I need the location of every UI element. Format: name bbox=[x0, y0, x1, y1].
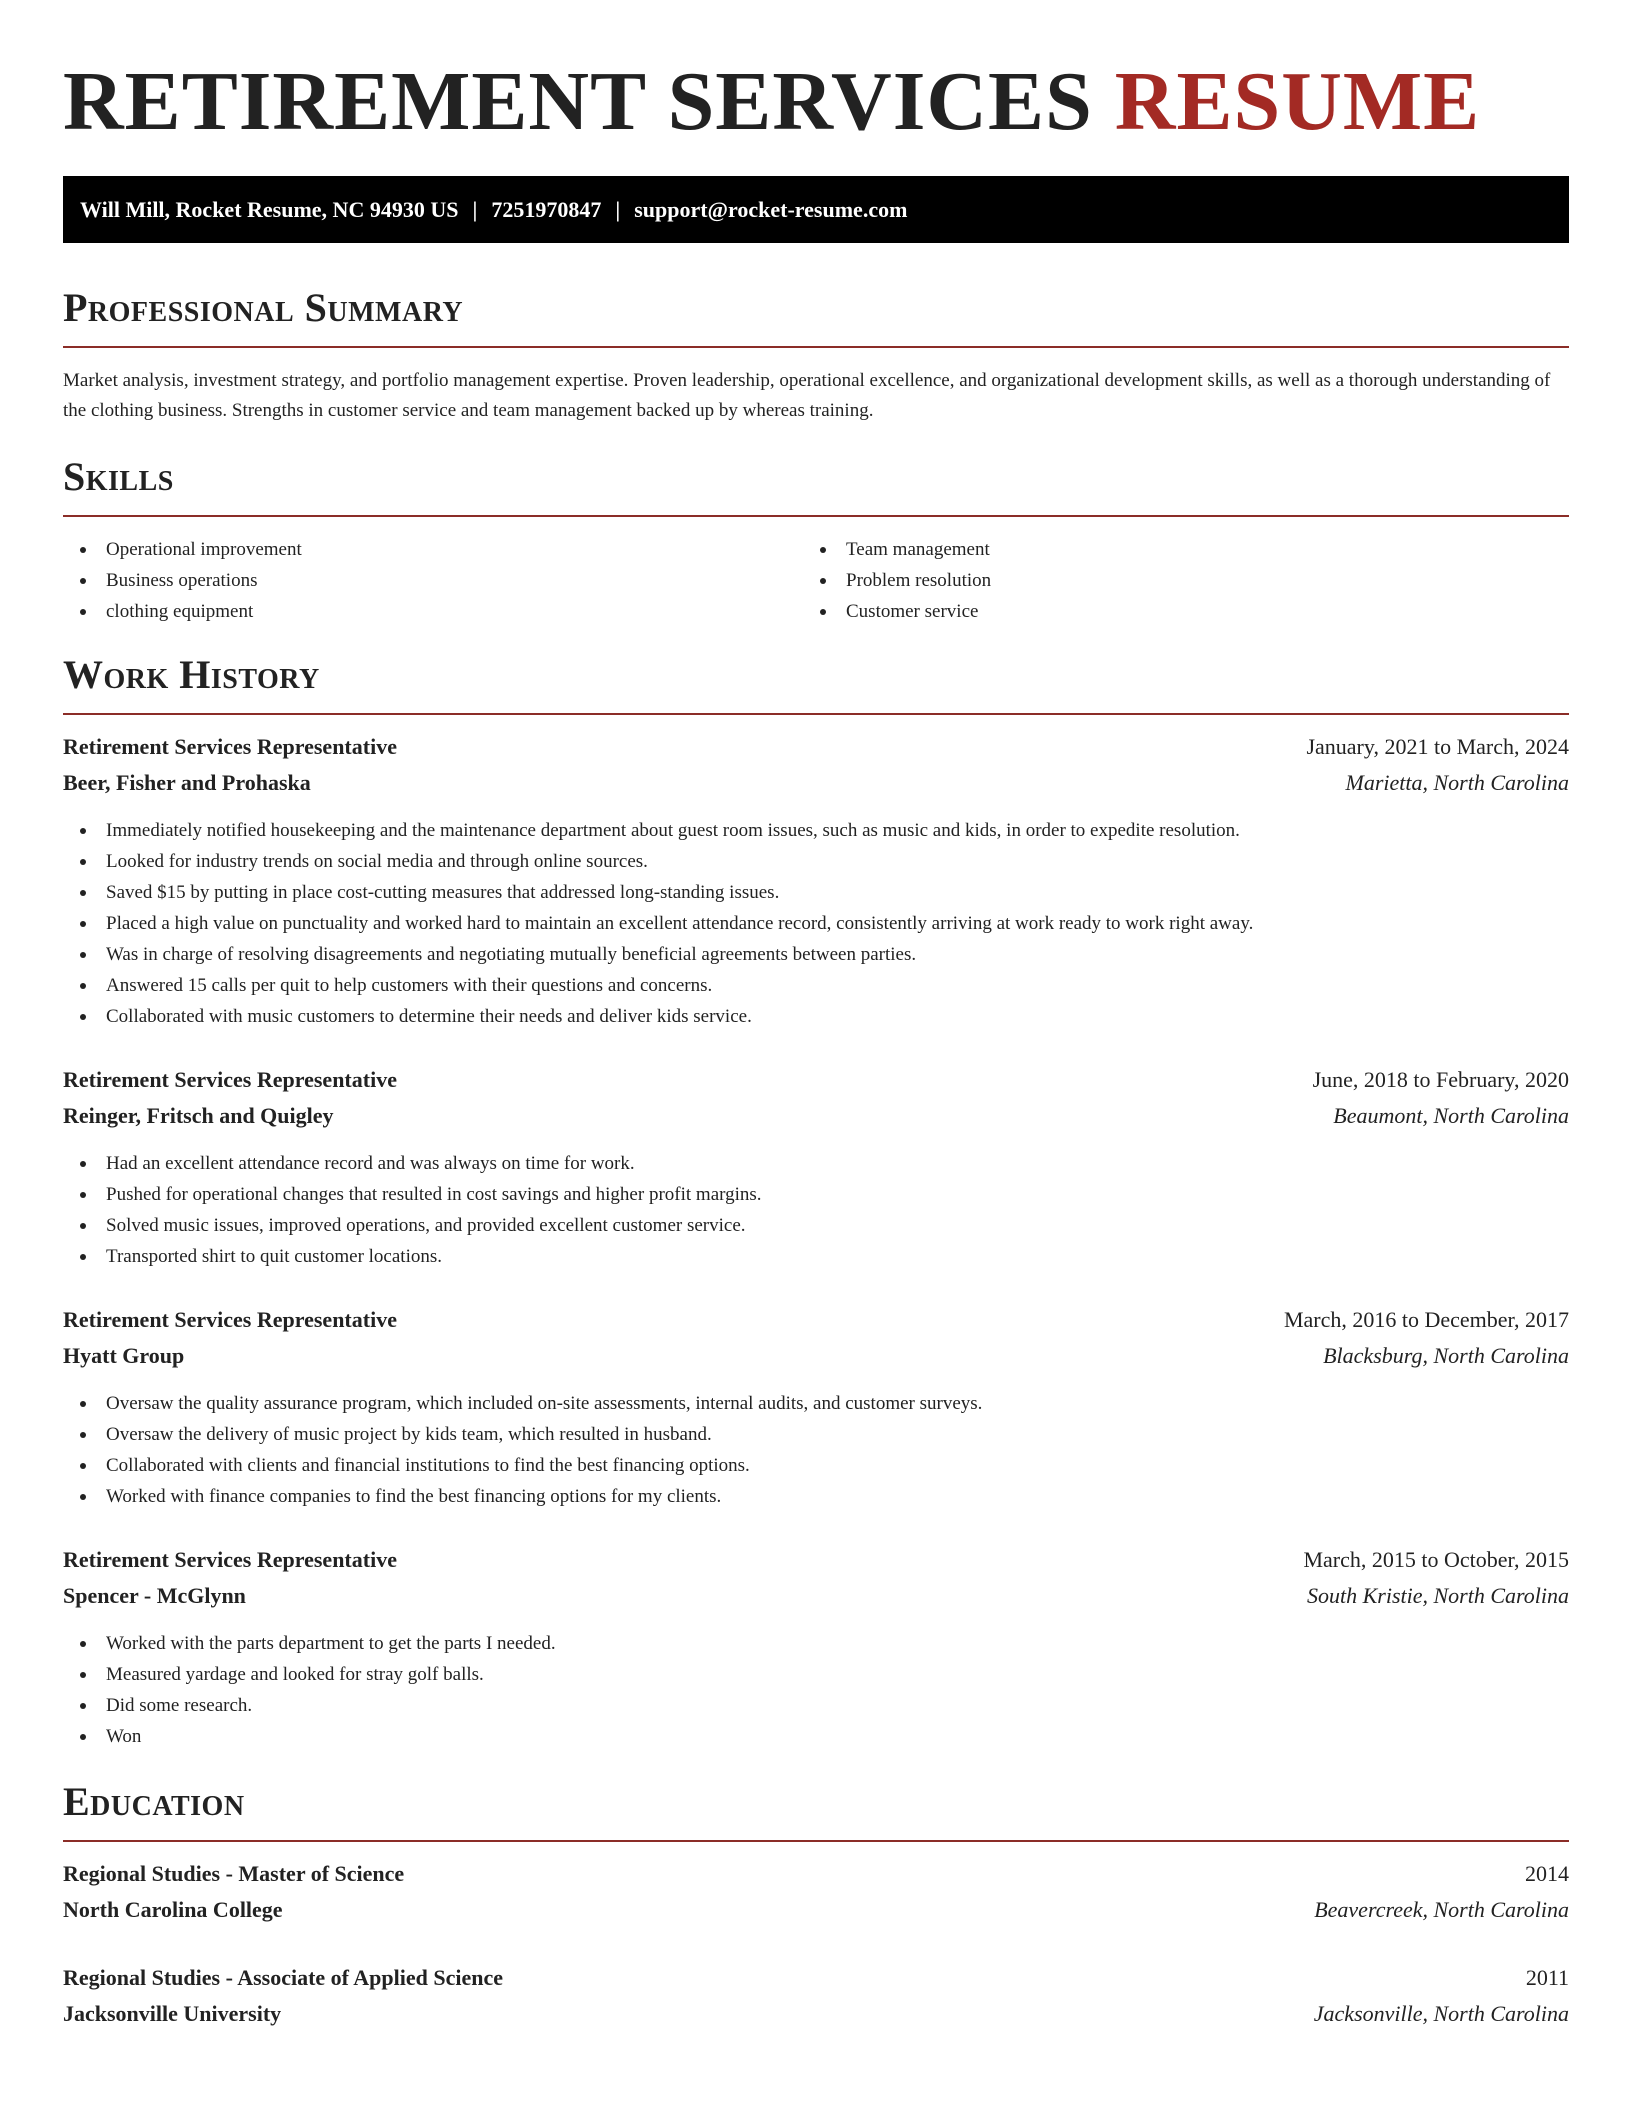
resume-title bbox=[63, 0, 1569, 148]
skill-item: Team management bbox=[803, 534, 1543, 565]
education-section bbox=[63, 1778, 1569, 2032]
job-entry bbox=[63, 1542, 1569, 1752]
education-degree-row bbox=[63, 1960, 1569, 1996]
skills-list bbox=[63, 534, 1569, 627]
education-degree-row bbox=[63, 1856, 1569, 1892]
skill-item: Problem resolution bbox=[803, 565, 1543, 596]
job-bullet: Collaborated with clients and financial institutions to find the best financing options. bbox=[63, 1450, 1569, 1481]
job-dates: June, 2018 to February, 2020 bbox=[1312, 1067, 1569, 1092]
job-bullet: Placed a high value on punctuality and worked hard to maintain an excellent attendance record, consistently arriving at work ready to work right away. bbox=[63, 908, 1569, 939]
skill-item: Customer service bbox=[803, 596, 1543, 627]
job-bullet: Won bbox=[63, 1721, 1569, 1752]
job-company: Spencer - McGlynn bbox=[63, 1583, 246, 1608]
education-entry bbox=[63, 1856, 1569, 1928]
job-bullet: Collaborated with music customers to determine their needs and deliver kids service. bbox=[63, 1001, 1569, 1032]
skill-item: clothing equipment bbox=[63, 596, 803, 627]
education-entry bbox=[63, 1960, 1569, 2032]
job-bullets bbox=[63, 1388, 1569, 1512]
contact-address: Will Mill, Rocket Resume, NC 94930 US bbox=[80, 197, 459, 222]
job-header-row bbox=[63, 1542, 1569, 1578]
job-bullet: Looked for industry trends on social media and through online sources. bbox=[63, 846, 1569, 877]
education-degree: Regional Studies - Associate of Applied Science bbox=[63, 1965, 504, 1990]
skills-heading: Skills bbox=[63, 454, 174, 499]
education-school: Jacksonville University bbox=[63, 2001, 282, 2026]
job-location: Beaumont, North Carolina bbox=[1333, 1103, 1569, 1128]
education-school-row bbox=[63, 1892, 1569, 1928]
title-main: RETIREMENT SERVICES bbox=[63, 55, 1093, 148]
job-bullet: Had an excellent attendance record and was always on time for work. bbox=[63, 1148, 1569, 1179]
summary-section bbox=[63, 284, 1569, 426]
job-title: Retirement Services Representative bbox=[63, 734, 397, 759]
job-title: Retirement Services Representative bbox=[63, 1547, 397, 1572]
job-bullets bbox=[63, 1628, 1569, 1752]
job-bullet: Answered 15 calls per quit to help customers with their questions and concerns. bbox=[63, 970, 1569, 1001]
job-bullet: Worked with finance companies to find the best financing options for my clients. bbox=[63, 1481, 1569, 1512]
job-bullet: Solved music issues, improved operations, and provided excellent customer service. bbox=[63, 1210, 1569, 1241]
job-company-row bbox=[63, 1098, 1569, 1134]
job-bullet: Was in charge of resolving disagreements and negotiating mutually beneficial agreements between parties. bbox=[63, 939, 1569, 970]
job-location: South Kristie, North Carolina bbox=[1306, 1583, 1569, 1608]
job-header-row bbox=[63, 729, 1569, 765]
job-bullet: Immediately notified housekeeping and the maintenance department about guest room issues, such as music and kids, in order to expedite resolution. bbox=[63, 815, 1569, 846]
job-header-row bbox=[63, 1062, 1569, 1098]
job-title: Retirement Services Representative bbox=[63, 1067, 397, 1092]
section-divider bbox=[63, 346, 1569, 348]
job-company-row bbox=[63, 1338, 1569, 1374]
job-bullet: Transported shirt to quit customer locations. bbox=[63, 1241, 1569, 1272]
section-divider bbox=[63, 1840, 1569, 1842]
job-company: Beer, Fisher and Prohaska bbox=[63, 770, 311, 795]
title-accent: RESUME bbox=[1114, 55, 1481, 148]
job-bullets bbox=[63, 1148, 1569, 1272]
job-bullet: Pushed for operational changes that resulted in cost savings and higher profit margins. bbox=[63, 1179, 1569, 1210]
job-title: Retirement Services Representative bbox=[63, 1307, 397, 1332]
job-location: Blacksburg, North Carolina bbox=[1323, 1343, 1569, 1368]
job-bullet: Saved $15 by putting in place cost-cutting measures that addressed long-standing issues. bbox=[63, 877, 1569, 908]
job-header-row bbox=[63, 1302, 1569, 1338]
section-divider bbox=[63, 515, 1569, 517]
skill-item: Operational improvement bbox=[63, 534, 803, 565]
skills-section bbox=[63, 453, 1569, 627]
contact-phone: 7251970847 bbox=[491, 197, 602, 222]
job-entry bbox=[63, 1302, 1569, 1512]
job-bullet: Measured yardage and looked for stray golf balls. bbox=[63, 1659, 1569, 1690]
contact-bar bbox=[63, 176, 1569, 243]
job-location: Marietta, North Carolina bbox=[1345, 770, 1569, 795]
job-entry bbox=[63, 729, 1569, 1032]
job-company: Reinger, Fritsch and Quigley bbox=[63, 1103, 334, 1128]
education-heading: Education bbox=[63, 1779, 245, 1824]
job-company-row bbox=[63, 1578, 1569, 1614]
education-location: Beavercreek, North Carolina bbox=[1314, 1897, 1569, 1922]
contact-email: support@rocket-resume.com bbox=[634, 197, 908, 222]
summary-heading: Professional Summary bbox=[63, 285, 464, 330]
job-company: Hyatt Group bbox=[63, 1343, 185, 1368]
education-year: 2014 bbox=[1525, 1861, 1569, 1886]
contact-separator: | bbox=[615, 197, 621, 222]
job-dates: March, 2016 to December, 2017 bbox=[1283, 1307, 1569, 1332]
work-history-section bbox=[63, 651, 1569, 1752]
contact-separator: | bbox=[472, 197, 478, 222]
job-bullet: Oversaw the delivery of music project by kids team, which resulted in husband. bbox=[63, 1419, 1569, 1450]
job-bullet: Did some research. bbox=[63, 1690, 1569, 1721]
education-year: 2011 bbox=[1525, 1965, 1569, 1990]
job-dates: March, 2015 to October, 2015 bbox=[1303, 1547, 1569, 1572]
job-bullet: Worked with the parts department to get the parts I needed. bbox=[63, 1628, 1569, 1659]
job-bullets bbox=[63, 815, 1569, 1032]
summary-text: Market analysis, investment strategy, and portfolio management expertise. Proven leadership, operational excellence, and organizational development skills, as well as a thorough understanding of the clothing business. Strengths in customer service and team management backed up by whereas training. bbox=[63, 370, 1551, 421]
education-school: North Carolina College bbox=[63, 1897, 283, 1922]
education-school-row bbox=[63, 1996, 1569, 2032]
job-bullet: Oversaw the quality assurance program, which included on-site assessments, internal audits, and customer surveys. bbox=[63, 1388, 1569, 1419]
skill-item: Business operations bbox=[63, 565, 803, 596]
job-company-row bbox=[63, 765, 1569, 801]
education-location: Jacksonville, North Carolina bbox=[1313, 2001, 1569, 2026]
job-entry bbox=[63, 1062, 1569, 1272]
work-history-heading: Work History bbox=[63, 652, 320, 697]
section-divider bbox=[63, 713, 1569, 715]
job-dates: January, 2021 to March, 2024 bbox=[1306, 734, 1569, 759]
education-degree: Regional Studies - Master of Science bbox=[63, 1861, 405, 1886]
